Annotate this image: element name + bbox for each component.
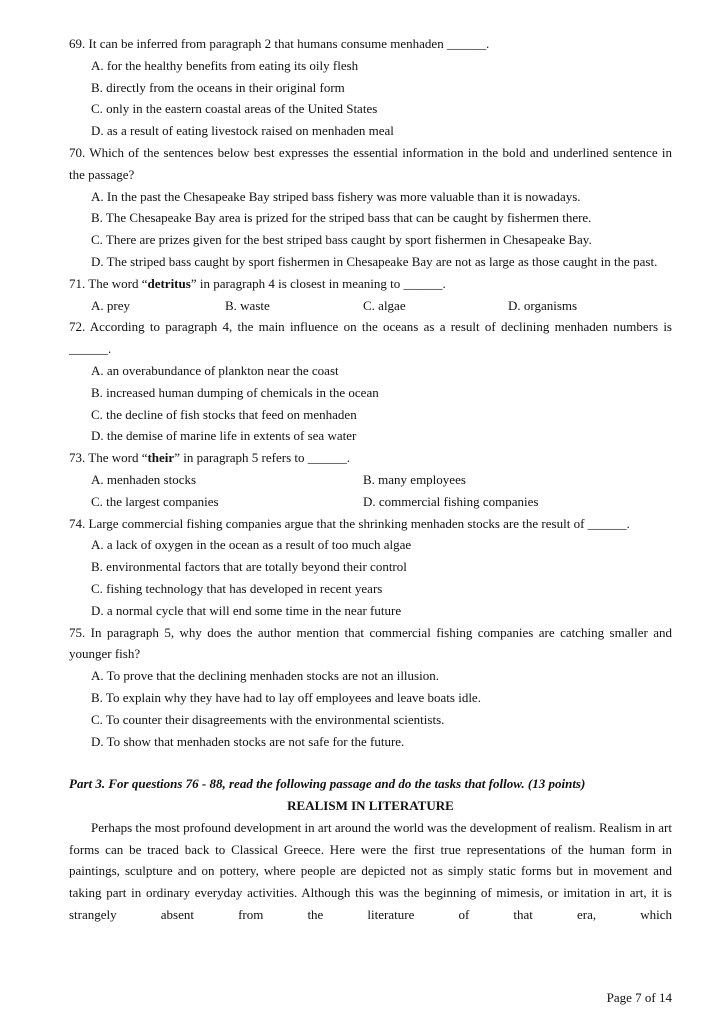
document-page: [69, 33, 672, 926]
question-75-option-d: D. To show that menhaden stocks are not safe for the future.: [91, 733, 405, 749]
question-73-options-row-1: [69, 469, 672, 491]
question-74-option-d: D. a normal cycle that will end some time in the near future: [91, 602, 402, 618]
question-72-option-d: D. the demise of marine life in extents of sea water: [91, 428, 357, 444]
question-73-stem-before: 73. The word “: [69, 450, 148, 466]
question-74-stem: 74. Large commercial fishing companies argue that the shrinking menhaden stocks are the result of ______.: [69, 515, 630, 531]
question-70-option-b: B. The Chesapeake Bay area is prized for the striped bass that can be caught by fishermen there.: [91, 210, 592, 226]
question-69-option-a: A. for the healthy benefits from eating its oily flesh: [91, 57, 359, 73]
question-71-option-b: B. waste: [225, 297, 270, 313]
question-70-option-d: D. The striped bass caught by sport fishermen in Chesapeake Bay are not as large as those caught in the past.: [91, 253, 658, 269]
question-70-option-a: A. In the past the Chesapeake Bay striped bass fishery was more valuable than it is nowadays.: [91, 188, 581, 204]
question-71-stem-after: ” in paragraph 4 is closest in meaning to ______.: [190, 275, 446, 291]
question-71-options: [69, 295, 672, 317]
question-72-stem: 72. According to paragraph 4, the main influence on the oceans as a result of declining menhaden numbers is ______.: [69, 319, 672, 357]
page-number: Page 7 of 14: [606, 990, 672, 1005]
question-71-option-a: A. prey: [91, 297, 130, 313]
question-72-option-a: A. an overabundance of plankton near the coast: [91, 362, 339, 378]
question-73-options-row-2: [69, 491, 672, 513]
question-75-option-c: C. To counter their disagreements with the environmental scientists.: [91, 711, 445, 727]
question-73-option-a: A. menhaden stocks: [91, 471, 197, 487]
question-73-stem-after: ” in paragraph 5 refers to ______.: [174, 450, 350, 466]
question-69-option-d: D. as a result of eating livestock raised on menhaden meal: [91, 123, 394, 139]
question-73-stem: [69, 447, 672, 469]
question-72-option-b: B. increased human dumping of chemicals in the ocean: [91, 384, 379, 400]
passage-paragraph: Perhaps the most profound development in art around the world was the development of realism. Realism in art forms can be traced back to Classical Greece. Here were the first true representations of the human form in paintings, sculpture and on pottery, where people are depicted not as simply static forms but in movement and taking part in ordinary everyday activities. Although this was the beginning of mimesis, or imitation in art, it is strangely absent from the literature of that era, which: [69, 819, 672, 923]
question-75-option-b: B. To explain why they have had to lay off employees and leave boats idle.: [91, 689, 481, 705]
question-73-option-d: D. commercial fishing companies: [363, 493, 539, 509]
question-73-keyword: their: [147, 450, 175, 466]
question-70-stem: 70. Which of the sentences below best expresses the essential information in the bold and underlined sentence in the passage?: [69, 144, 672, 182]
question-72-option-c: C. the decline of fish stocks that feed on menhaden: [91, 406, 357, 422]
question-71-option-c: C. algae: [363, 297, 406, 313]
question-74-option-b: B. environmental factors that are totally beyond their control: [91, 559, 407, 575]
question-69-stem: 69. It can be inferred from paragraph 2 that humans consume menhaden ______.: [69, 36, 490, 51]
question-71-keyword: detritus: [147, 275, 191, 291]
question-74-option-c: C. fishing technology that has developed in recent years: [91, 580, 383, 596]
question-75-stem: 75. In paragraph 5, why does the author mention that commercial fishing companies are catching smaller and younger fish?: [69, 624, 672, 662]
question-73-option-b: B. many employees: [363, 471, 466, 487]
question-74-option-a: A. a lack of oxygen in the ocean as a result of too much algae: [91, 537, 412, 553]
part-3-heading: Part 3. For questions 76 - 88, read the following passage and do the tasks that follow. (13 points): [69, 776, 586, 792]
question-70-option-c: C. There are prizes given for the best striped bass caught by sport fishermen in Chesapeake Bay.: [91, 232, 592, 248]
passage-title: REALISM IN LITERATURE: [287, 798, 454, 814]
question-73-option-c: C. the largest companies: [91, 493, 219, 509]
question-69-option-c: C. only in the eastern coastal areas of the United States: [91, 101, 378, 117]
question-71-stem: [69, 273, 672, 295]
question-75-option-a: A. To prove that the declining menhaden stocks are not an illusion.: [91, 668, 439, 684]
question-71-option-d: D. organisms: [508, 297, 578, 313]
question-71-stem-before: 71. The word “: [69, 275, 148, 291]
question-69-option-b: B. directly from the oceans in their original form: [91, 79, 345, 95]
